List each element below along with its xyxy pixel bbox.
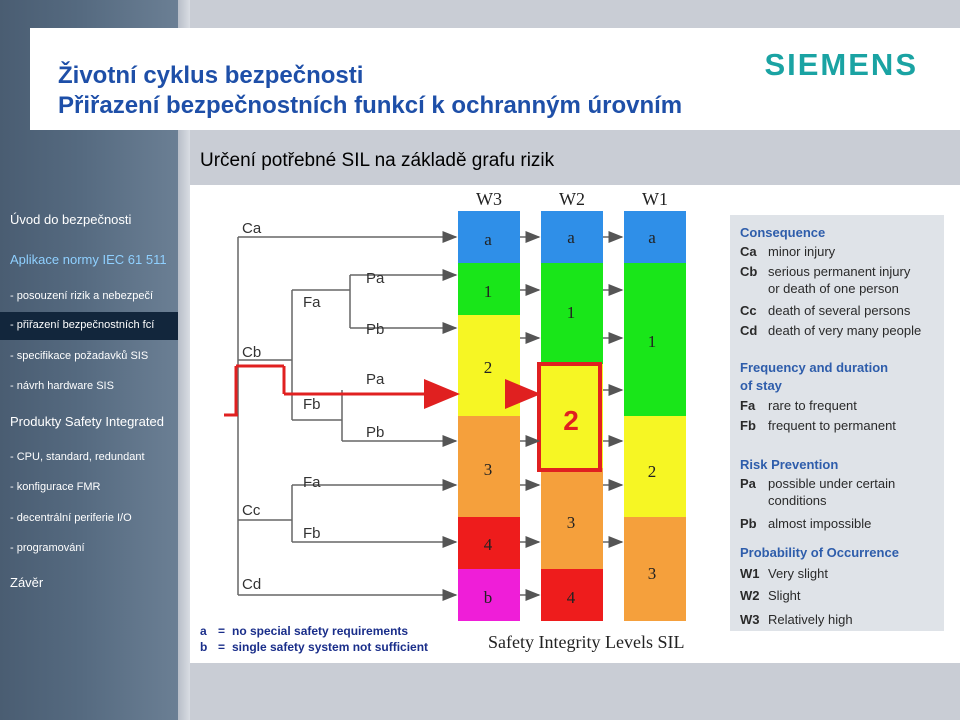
node-cc: Cc — [242, 502, 261, 519]
highlight-sil-value: 2 — [563, 405, 579, 436]
w3-label-4: 4 — [483, 535, 493, 554]
sidebar-item-konfigurace-fmr[interactable]: - konfigurace FMR — [10, 481, 101, 493]
w2-label-1: 1 — [566, 303, 576, 322]
sidebar-item-zaver[interactable]: Závěr — [10, 575, 44, 590]
page-title: Životní cyklus bezpečnosti — [58, 62, 364, 89]
w3-label-b: b — [483, 588, 493, 607]
title-box — [30, 28, 960, 130]
w3-label-2: 2 — [483, 358, 493, 377]
legend-frequency-title: Frequency and duration — [740, 360, 889, 375]
legend-text-w1: Very slight — [768, 566, 828, 581]
w2-label-a: a — [567, 228, 575, 247]
column-header-w3: W3 — [476, 189, 502, 209]
sidebar-item-uvod[interactable]: Úvod do bezpečnosti — [10, 212, 132, 227]
sil-column-w3 — [458, 211, 520, 621]
legend-key-w1: W1 — [740, 566, 760, 581]
legend-text-fa: rare to frequent — [768, 398, 857, 413]
legend-risk-prevention-title: Risk Prevention — [740, 457, 839, 472]
legend-key-cb: Cb — [740, 264, 758, 279]
legend-text-w3: Relatively high — [768, 612, 853, 627]
node-fa-2: Fa — [303, 474, 321, 491]
legend-key-fa: Fa — [740, 398, 756, 413]
w3-label-1: 1 — [483, 282, 493, 301]
note-a-key: a — [200, 624, 207, 638]
sidebar-item-periferie[interactable]: - decentrální periferie I/O — [10, 512, 132, 524]
node-pb-2: Pb — [366, 424, 385, 441]
legend-key-fb: Fb — [740, 418, 756, 433]
node-ca: Ca — [242, 220, 262, 237]
siemens-logo: SIEMENS — [764, 47, 918, 82]
sidebar-item-prirazeni-fci[interactable]: - přiřazení bezpečnostních fcí — [10, 319, 155, 331]
w2-label-4: 4 — [566, 588, 576, 607]
section-subtitle: Určení potřebné SIL na základě grafu rizik — [200, 150, 555, 171]
w3-label-a: a — [484, 230, 492, 249]
legend-text-cb: serious permanent injury — [768, 264, 911, 279]
legend-text-cc: death of several persons — [768, 303, 911, 318]
sidebar-item-cpu[interactable]: - CPU, standard, redundant — [10, 451, 145, 463]
legend-key-cd: Cd — [740, 323, 758, 338]
node-cd: Cd — [242, 576, 262, 593]
node-cb: Cb — [242, 344, 262, 361]
legend-text-cb-2: or death of one person — [768, 281, 899, 296]
legend-key-w3: W3 — [740, 612, 760, 627]
sidebar-item-navrh-hardware[interactable]: - návrh hardware SIS — [10, 380, 114, 392]
node-pb-1: Pb — [366, 321, 385, 338]
node-fa-1: Fa — [303, 294, 321, 311]
legend-key-cc: Cc — [740, 303, 757, 318]
note-b-key: b — [200, 640, 208, 654]
legend-text-fb: frequent to permanent — [768, 418, 896, 433]
top-bar — [190, 0, 960, 22]
sil-column-w1 — [624, 211, 686, 621]
node-fb-2: Fb — [303, 525, 321, 542]
legend-text-pb: almost impossible — [768, 516, 872, 531]
page-subtitle-heading: Přiřazení bezpečnostních funkcí k ochranným úrovním — [58, 92, 683, 119]
legend-text-cd: death of very many people — [768, 323, 922, 338]
sidebar-item-posouzeni-rizik[interactable]: - posouzení rizik a nebezpečí — [10, 290, 154, 302]
node-pa-2: Pa — [366, 371, 385, 388]
legend-text-pa: possible under certain — [768, 476, 896, 491]
w2-label-3: 3 — [566, 513, 576, 532]
note-b-text: single safety system not sufficient — [232, 640, 429, 654]
legend-key-ca: Ca — [740, 244, 757, 259]
w1-label-3: 3 — [647, 564, 657, 583]
w1-label-a: a — [648, 228, 656, 247]
legend-consequence-title: Consequence — [740, 225, 826, 240]
legend-probability-title: Probability of Occurrence — [740, 545, 899, 560]
legend-text-ca: minor injury — [768, 244, 836, 259]
legend-key-pb: Pb — [740, 516, 757, 531]
column-header-w2: W2 — [559, 189, 585, 209]
w3-label-3: 3 — [483, 460, 493, 479]
sidebar-item-programovani[interactable]: - programování — [10, 542, 85, 554]
note-a-text: no special safety requirements — [232, 624, 409, 638]
sidebar-item-specifikace-sis[interactable]: - specifikace požadavků SIS — [10, 350, 149, 362]
w1-label-2: 2 — [647, 462, 657, 481]
legend-text-pa-2: conditions — [768, 493, 827, 508]
sil-caption: Safety Integrity Levels SIL — [488, 632, 685, 652]
legend-frequency-title-2: of stay — [740, 378, 782, 393]
w1-label-1: 1 — [647, 332, 657, 351]
node-pa-1: Pa — [366, 270, 385, 287]
legend-key-pa: Pa — [740, 476, 756, 491]
legend-text-w2: Slight — [768, 588, 801, 603]
legend-key-w2: W2 — [740, 588, 760, 603]
node-fb-1: Fb — [303, 396, 321, 413]
column-header-w1: W1 — [642, 189, 668, 209]
sidebar-item-produkty[interactable]: Produkty Safety Integrated — [10, 414, 164, 429]
sidebar-item-aplikace-normy[interactable]: Aplikace normy IEC 61 511 — [10, 252, 167, 267]
